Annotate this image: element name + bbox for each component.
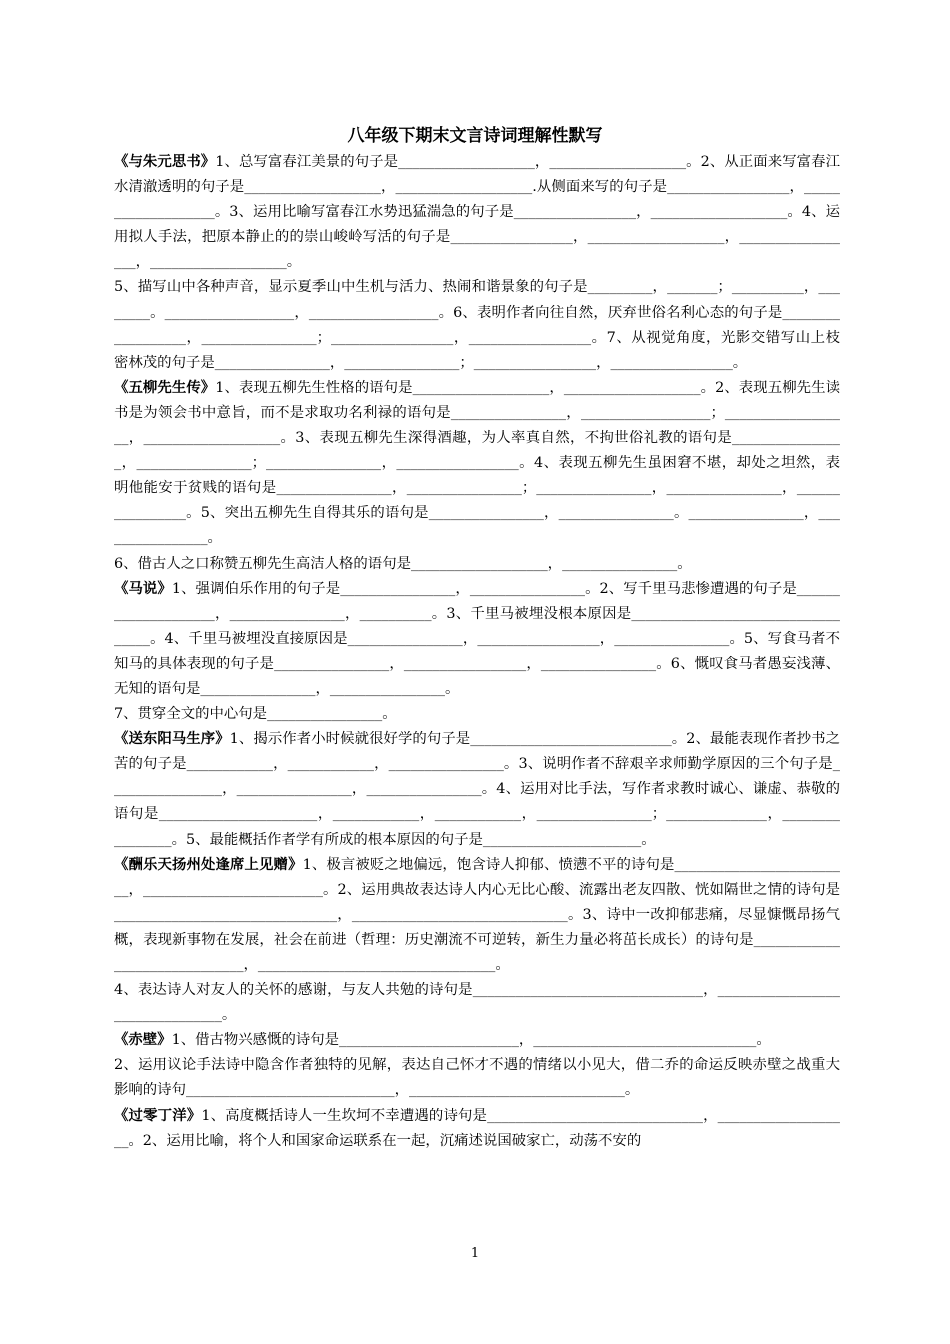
section-title: 《五柳先生传》 bbox=[114, 379, 216, 396]
section-text: 1、总写富春江美景的句子是___________________，___________________。2、从正面来写富春江水清澈透明的句子是___________________，___________________.从侧面来写的句子是_________________，___________________。3、运用比喻写富春江水势迅猛湍急的句子是_________________，___________________。4、运用拟人手法，把原本静止的的崇山峻岭写活的句子是_________________，___________________，_________________，___________________。 bbox=[114, 154, 840, 271]
paragraph-2 bbox=[114, 376, 840, 552]
paragraph-1 bbox=[114, 275, 840, 375]
section-text: 1、强调伯乐作用的句子是________________，________________。2、写千里马悲惨遭遇的句子是____________________，________________，__________。3、千里马被埋没根本原因是__________________________________。4、千里马被埋没直接原因是________________，_________________，________________。5、写食马者不知马的具体表现的句子是________________，_________________，________________。6、慨叹食马者愚妄浅薄、无知的语句是________________，________________。 bbox=[114, 580, 840, 697]
paragraph-3 bbox=[114, 552, 840, 577]
paragraph-0 bbox=[114, 150, 840, 275]
section-text: 5、描写山中各种声音，显示夏季山中生机与活力、热闹和谐景象的句子是_________，_______；__________，________。__________________，__________________。6、表明作者向往自然，厌弃世俗名利心态的句子是__________________，________________；_________________，_________________。7、从视觉角度，光影交错写山上枝密林茂的句子是________________，________________；_________________，_________________。 bbox=[114, 279, 840, 371]
section-text: 1、高度概括诗人一生坎坷不幸遭遇的诗句是______________________________，___________________。2、运用比喻，将个人和国家命运联系在一起，沉痛述说国破家亡，动荡不安的 bbox=[114, 1107, 840, 1149]
paragraph-5 bbox=[114, 702, 840, 727]
paragraph-10 bbox=[114, 1053, 840, 1103]
section-text: 4、表达诗人对友人的关怀的感谢，与友人共勉的诗句是________________________________，________________________________。 bbox=[114, 982, 840, 1024]
page-number: 1 bbox=[470, 1246, 480, 1261]
worksheet-body bbox=[114, 150, 840, 1154]
paragraph-9 bbox=[114, 1028, 840, 1053]
section-text: 2、运用议论手法诗中隐含作者独特的见解，表达自己怀才不遇的情绪以小见大，借二乔的命运反映赤壁之战重大影响的诗句_____________________________，______________________________。 bbox=[114, 1057, 840, 1099]
paragraph-8 bbox=[114, 978, 840, 1028]
section-title: 《酬乐天扬州处逢席上见赠》 bbox=[114, 856, 303, 873]
section-title: 《与朱元思书》 bbox=[114, 154, 216, 170]
section-text: 1、借古物兴感慨的诗句是_________________________，_______________________________。 bbox=[171, 1032, 771, 1049]
section-title: 《过零丁洋》 bbox=[114, 1107, 202, 1124]
paragraph-7 bbox=[114, 853, 840, 978]
section-title: 《送东阳马生序》 bbox=[114, 731, 230, 748]
section-title: 《马说》 bbox=[114, 580, 172, 597]
section-text: 6、借古人之口称赞五柳先生高洁人格的语句是___________________，________________。 bbox=[114, 555, 692, 572]
paragraph-4 bbox=[114, 577, 840, 702]
section-text: 1、揭示作者小时候就很好学的句子是____________________________。2、最能表现作者抄书之苦的句子是____________，____________，________________。3、说明作者不辞艰辛求师勤学原因的三个句子是________________，________________，________________。4、运用对比手法，写作者求教时诚心、谦虚、恭敬的语句是______________________，____________，____________，________________；______________，________________。5、最能概括作者学有所成的根本原因的句子是______________________。 bbox=[114, 731, 840, 848]
section-title: 《赤壁》 bbox=[114, 1032, 172, 1049]
page-title: 八年级下期末文言诗词理解性默写 bbox=[347, 126, 603, 146]
paragraph-11 bbox=[114, 1104, 840, 1154]
section-text: 1、表现五柳先生性格的语句是___________________，___________________。2、表现五柳先生读书是为领会书中意旨，而不是求取功名利禄的语句是________________，__________________；__________________，___________________。3、表现五柳先生深得酒趣，为人率真自然，不拘世俗礼教的语句是________________，________________；________________，_________________。4、表现五柳先生虽困窘不堪，却处之坦然，表明他能安于贫贱的语句是________________，________________；________________，________________，________________。5、突出五柳先生自得其乐的语句是________________，________________。________________，________________。 bbox=[114, 379, 840, 547]
section-text: 7、贯穿全文的中心句是________________。 bbox=[114, 706, 397, 723]
section-text: 1、极言被贬之地偏远，饱含诗人抑郁、愤懑不平的诗句是_________________________，_________________________。2、运用典故表达诗人内心无比心酸、流露出老友四散、恍如隔世之情的诗句是_______________________________，______________________________。3、诗中一改抑郁悲痛，尽显慷慨昂扬气概，表现新事物在发展，社会在前进（哲理：历史潮流不可逆转，新生力量必将茁长成长）的诗句是______________________________，_________________________________。 bbox=[114, 856, 840, 973]
paragraph-6 bbox=[114, 727, 840, 852]
